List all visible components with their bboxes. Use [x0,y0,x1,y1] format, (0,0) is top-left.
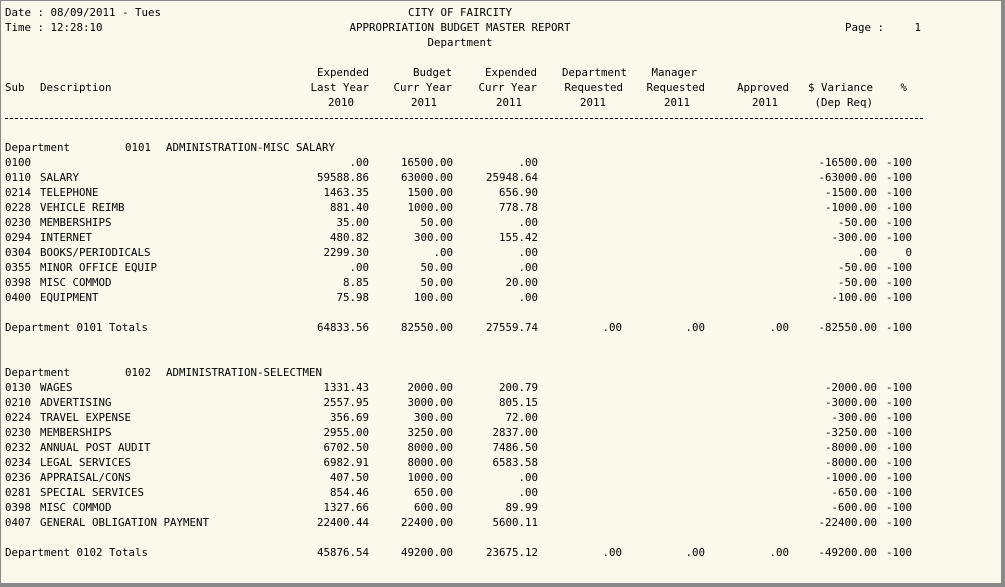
row-percent: -100 [885,456,912,469]
row-description: APPRAISAL/CONS [40,471,132,484]
row-expended-curr-year: 5600.11 [492,516,538,529]
row-expended-curr-year: 778.78 [498,201,538,214]
row-expended-last-year: 480.82 [329,231,369,244]
row-percent: -100 [885,426,912,439]
row-budget-curr-year: 1000.00 [407,201,453,214]
col-expended-l1: Expended [484,66,537,79]
row-budget-curr-year: 3000.00 [407,396,453,409]
row-description: GENERAL OBLIGATION PAYMENT [40,516,210,529]
col-approved-l2: Approved [736,81,789,94]
row-budget-curr-year: 300.00 [413,231,453,244]
table-row [5,290,1002,305]
row-percent: -100 [885,201,912,214]
row-sub-code: 0210 [5,396,32,409]
row-description: SALARY [40,171,80,184]
row-description: VEHICLE REIMB [40,201,125,214]
column-header-line-2 [5,80,1002,95]
col-expended-l3: 2011 [495,96,522,109]
row-description: MEMBERSHIPS [40,426,112,439]
col-last-year-l3: 2010 [327,96,354,109]
row-variance: -50.00 [837,216,877,229]
row-expended-curr-year: .00 [518,216,538,229]
row-sub-code: 0230 [5,426,32,439]
totals-expended-curr-year: 27559.74 [485,321,538,334]
row-variance: -600.00 [831,501,877,514]
row-variance: -2000.00 [824,381,877,394]
col-description: Description [40,81,112,94]
row-variance: -50.00 [837,261,877,274]
row-expended-curr-year: .00 [518,291,538,304]
department-code: 0102 [125,366,152,379]
row-percent: -100 [885,441,912,454]
col-budget-l3: 2011 [410,96,437,109]
row-description: TELEPHONE [40,186,99,199]
row-variance: -650.00 [831,486,877,499]
totals-approved: .00 [769,546,789,559]
row-budget-curr-year: 600.00 [413,501,453,514]
row-budget-curr-year: 50.00 [420,261,453,274]
row-sub-code: 0281 [5,486,32,499]
totals-manager-requested: .00 [685,321,705,334]
row-expended-last-year: 6702.50 [323,441,369,454]
row-percent: -100 [885,186,912,199]
table-row [5,395,1002,410]
row-expended-last-year: 1331.43 [323,381,369,394]
table-row [5,215,1002,230]
row-expended-last-year: 881.40 [329,201,369,214]
totals-expended-last-year: 64833.56 [316,321,369,334]
row-expended-curr-year: 20.00 [505,276,538,289]
row-expended-last-year: 6982.91 [323,456,369,469]
totals-budget-curr-year: 49200.00 [400,546,453,559]
table-row [5,230,1002,245]
row-description: EQUIPMENT [40,291,99,304]
row-variance: -8000.00 [824,441,877,454]
header-line-2 [5,20,1002,35]
table-row [5,485,1002,500]
row-budget-curr-year: 8000.00 [407,456,453,469]
totals-variance: -49200.00 [818,546,877,559]
row-expended-last-year: 75.98 [336,291,369,304]
row-budget-curr-year: 1000.00 [407,471,453,484]
row-budget-curr-year: 63000.00 [400,171,453,184]
row-variance: -8000.00 [824,456,877,469]
department-heading [5,140,1002,155]
row-sub-code: 0236 [5,471,32,484]
column-header-line-1 [5,65,1002,80]
row-percent: 0 [905,246,912,259]
row-budget-curr-year: .00 [433,246,453,259]
row-budget-curr-year: 50.00 [420,276,453,289]
row-budget-curr-year: 300.00 [413,411,453,424]
totals-label: Department 0102 Totals [5,546,149,559]
col-last-year-l1: Expended [316,66,369,79]
totals-percent: -100 [885,546,912,559]
row-expended-last-year: 59588.86 [316,171,369,184]
col-variance-l3: (Dep Req) [814,96,873,109]
row-variance: -1500.00 [824,186,877,199]
header-divider [5,118,923,119]
row-expended-curr-year: .00 [518,471,538,484]
table-row [5,425,1002,440]
row-sub-code: 0228 [5,201,32,214]
row-variance: -16500.00 [818,156,877,169]
row-expended-last-year: 8.85 [342,276,369,289]
row-sub-code: 0230 [5,216,32,229]
totals-percent: -100 [885,321,912,334]
row-expended-curr-year: 6583.58 [492,456,538,469]
row-budget-curr-year: 8000.00 [407,441,453,454]
row-sub-code: 0224 [5,411,32,424]
department-code: 0101 [125,141,152,154]
row-sub-code: 0100 [5,156,32,169]
row-percent: -100 [885,156,912,169]
col-dept-req-l3: 2011 [579,96,606,109]
row-expended-curr-year: 155.42 [498,231,538,244]
row-description: WAGES [40,381,73,394]
col-mgr-req-l3: 2011 [663,96,690,109]
header-line-3 [5,35,1002,50]
department-name: ADMINISTRATION-MISC SALARY [166,141,336,154]
totals-budget-curr-year: 82550.00 [400,321,453,334]
row-description: MISC COMMOD [40,276,112,289]
col-dept-req-l2: Requested [564,81,623,94]
row-sub-code: 0398 [5,276,32,289]
row-percent: -100 [885,261,912,274]
row-variance: -300.00 [831,231,877,244]
row-variance: -300.00 [831,411,877,424]
row-budget-curr-year: 3250.00 [407,426,453,439]
row-budget-curr-year: 100.00 [413,291,453,304]
row-description: MISC COMMOD [40,501,112,514]
row-expended-curr-year: 25948.64 [485,171,538,184]
table-row [5,275,1002,290]
row-expended-curr-year: 2837.00 [492,426,538,439]
row-percent: -100 [885,171,912,184]
row-percent: -100 [885,291,912,304]
row-description: MEMBERSHIPS [40,216,112,229]
totals-label: Department 0101 Totals [5,321,149,334]
table-row [5,455,1002,470]
row-expended-last-year: 1463.35 [323,186,369,199]
row-description: ANNUAL POST AUDIT [40,441,151,454]
row-description: TRAVEL EXPENSE [40,411,132,424]
row-sub-code: 0304 [5,246,32,259]
col-mgr-req-l1: Manager [651,66,697,79]
row-expended-curr-year: 89.99 [505,501,538,514]
col-last-year-l2: Last Year [310,81,369,94]
totals-variance: -82550.00 [818,321,877,334]
row-expended-curr-year: 656.90 [498,186,538,199]
col-budget-l2: Curr Year [393,81,452,94]
row-percent: -100 [885,231,912,244]
row-budget-curr-year: 1500.00 [407,186,453,199]
row-variance: .00 [857,246,877,259]
row-percent: -100 [885,501,912,514]
row-expended-curr-year: 7486.50 [492,441,538,454]
page-label: Page : [845,21,885,34]
row-sub-code: 0110 [5,171,32,184]
table-row [5,200,1002,215]
department-totals-row [5,545,1002,560]
totals-expended-curr-year: 23675.12 [485,546,538,559]
table-row [5,440,1002,455]
report-title: APPROPRIATION BUDGET MASTER REPORT [349,21,571,34]
department-name: ADMINISTRATION-SELECTMEN [166,366,323,379]
row-sub-code: 0398 [5,501,32,514]
table-row [5,515,1002,530]
table-row [5,380,1002,395]
row-description: ADVERTISING [40,396,112,409]
row-sub-code: 0214 [5,186,32,199]
row-expended-last-year: .00 [349,261,369,274]
table-row [5,470,1002,485]
table-row [5,410,1002,425]
row-variance: -3000.00 [824,396,877,409]
department-label: Department [5,141,71,154]
totals-manager-requested: .00 [685,546,705,559]
row-budget-curr-year: 16500.00 [400,156,453,169]
totals-approved: .00 [769,321,789,334]
row-percent: -100 [885,276,912,289]
col-percent: % [900,81,907,94]
row-expended-last-year: 22400.44 [316,516,369,529]
row-variance: -63000.00 [818,171,877,184]
totals-department-requested: .00 [602,321,622,334]
table-row [5,185,1002,200]
col-budget-l1: Budget [412,66,452,79]
totals-expended-last-year: 45876.54 [316,546,369,559]
row-sub-code: 0407 [5,516,32,529]
row-percent: -100 [885,381,912,394]
report-date: Date : 08/09/2011 - Tues [5,6,162,19]
row-expended-last-year: 35.00 [336,216,369,229]
row-description: SPECIAL SERVICES [40,486,145,499]
table-row [5,260,1002,275]
row-sub-code: 0355 [5,261,32,274]
row-expended-last-year: 1327.66 [323,501,369,514]
row-description: LEGAL SERVICES [40,456,132,469]
city-name: CITY OF FAIRCITY [407,6,512,19]
row-expended-last-year: 407.50 [329,471,369,484]
row-sub-code: 0400 [5,291,32,304]
row-expended-curr-year: 805.15 [498,396,538,409]
row-expended-last-year: 854.46 [329,486,369,499]
table-row [5,155,1002,170]
row-budget-curr-year: 2000.00 [407,381,453,394]
row-sub-code: 0294 [5,231,32,244]
table-row [5,245,1002,260]
totals-department-requested: .00 [602,546,622,559]
col-approved-l3: 2011 [751,96,778,109]
row-percent: -100 [885,411,912,424]
col-variance-l2: $ Variance [807,81,873,94]
row-variance: -50.00 [837,276,877,289]
row-expended-curr-year: .00 [518,486,538,499]
report-subtitle: Department [427,36,493,49]
row-variance: -1000.00 [824,201,877,214]
row-percent: -100 [885,216,912,229]
row-variance: -1000.00 [824,471,877,484]
row-expended-last-year: 2955.00 [323,426,369,439]
row-percent: -100 [885,471,912,484]
row-description: INTERNET [40,231,93,244]
row-expended-last-year: 2557.95 [323,396,369,409]
department-totals-row [5,320,1002,335]
row-expended-last-year: 2299.30 [323,246,369,259]
row-sub-code: 0234 [5,456,32,469]
department-heading [5,365,1002,380]
table-row [5,500,1002,515]
row-expended-curr-year: .00 [518,246,538,259]
col-expended-l2: Curr Year [478,81,537,94]
row-percent: -100 [885,516,912,529]
row-variance: -22400.00 [818,516,877,529]
row-expended-curr-year: .00 [518,261,538,274]
department-label: Department [5,366,71,379]
row-sub-code: 0130 [5,381,32,394]
row-variance: -3250.00 [824,426,877,439]
table-row [5,170,1002,185]
col-sub: Sub [5,81,25,94]
header-line-1 [5,5,1002,20]
row-budget-curr-year: 50.00 [420,216,453,229]
row-expended-last-year: 356.69 [329,411,369,424]
row-expended-curr-year: .00 [518,156,538,169]
row-expended-curr-year: 72.00 [505,411,538,424]
row-sub-code: 0232 [5,441,32,454]
row-budget-curr-year: 22400.00 [400,516,453,529]
col-mgr-req-l2: Requested [646,81,705,94]
report-time: Time : 12:28:10 [5,21,103,34]
row-expended-curr-year: 200.79 [498,381,538,394]
page-number: 1 [914,21,921,34]
row-description: MINOR OFFICE EQUIP [40,261,158,274]
column-header-line-3 [5,95,1002,110]
row-description: BOOKS/PERIODICALS [40,246,151,259]
row-percent: -100 [885,396,912,409]
row-percent: -100 [885,486,912,499]
col-dept-req-l1: Department [561,66,627,79]
row-variance: -100.00 [831,291,877,304]
row-expended-last-year: .00 [349,156,369,169]
row-budget-curr-year: 650.00 [413,486,453,499]
